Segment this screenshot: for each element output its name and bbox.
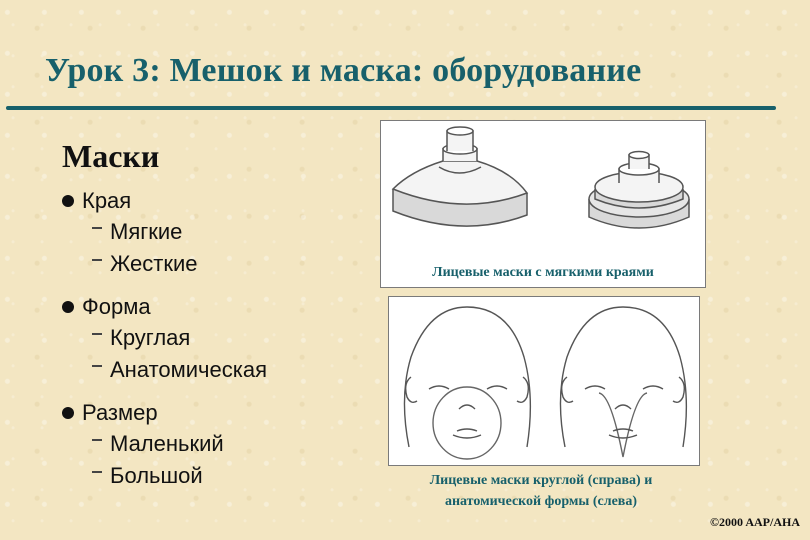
sub-bullet-label: Круглая bbox=[110, 325, 191, 350]
sub-bullet-item bbox=[92, 216, 362, 248]
sub-bullet-label: Маленький bbox=[110, 431, 224, 456]
dash-icon bbox=[92, 333, 102, 335]
figure-soft-rim-masks bbox=[380, 120, 706, 288]
bullet-dot-icon bbox=[62, 195, 74, 207]
bullet-dot-icon bbox=[62, 407, 74, 419]
bullet-label: Края bbox=[82, 188, 132, 213]
bullet-group-edges bbox=[62, 186, 362, 280]
bullet-label: Форма bbox=[82, 294, 151, 319]
dash-icon bbox=[92, 471, 102, 473]
bullet-label: Размер bbox=[82, 400, 158, 425]
mask-illustration bbox=[381, 121, 705, 261]
bullet-dot-icon bbox=[62, 301, 74, 313]
dash-icon bbox=[92, 439, 102, 441]
sub-bullet-item bbox=[92, 460, 362, 492]
figure-2-caption-line-2: анатомической формы (слева) bbox=[444, 494, 638, 509]
bullet-group-size bbox=[62, 398, 362, 492]
sub-bullet-label: Большой bbox=[110, 463, 203, 488]
title-divider bbox=[6, 106, 776, 110]
bullet-item bbox=[62, 186, 362, 216]
bullet-list bbox=[62, 186, 362, 504]
figure-2-caption-line-1: Лицевые маски круглой (справа) и bbox=[429, 473, 653, 488]
bullet-item bbox=[62, 292, 362, 322]
dash-icon bbox=[92, 227, 102, 229]
sub-bullet-label: Анатомическая bbox=[110, 357, 268, 382]
sub-bullet-item bbox=[92, 322, 362, 354]
infant-faces-illustration bbox=[389, 297, 699, 465]
sub-bullet-item bbox=[92, 428, 362, 460]
section-heading: Маски bbox=[62, 138, 160, 174]
sub-bullet-label: Мягкие bbox=[110, 219, 183, 244]
bullet-group-shape bbox=[62, 292, 362, 386]
figure-1-caption: Лицевые маски с мягкими краями bbox=[432, 265, 654, 280]
bullet-item bbox=[62, 398, 362, 428]
sub-bullet-item bbox=[92, 248, 362, 280]
sub-bullet-label: Жесткие bbox=[110, 251, 198, 276]
dash-icon bbox=[92, 259, 102, 261]
figure-infant-mask-fit bbox=[388, 296, 700, 466]
figure-2-caption bbox=[386, 470, 696, 512]
copyright: ©2000 AAP/AHA bbox=[710, 515, 800, 529]
dash-icon bbox=[92, 365, 102, 367]
sub-bullet-item bbox=[92, 354, 362, 386]
slide-title: Урок 3: Мешок и маска: оборудование bbox=[45, 52, 642, 89]
